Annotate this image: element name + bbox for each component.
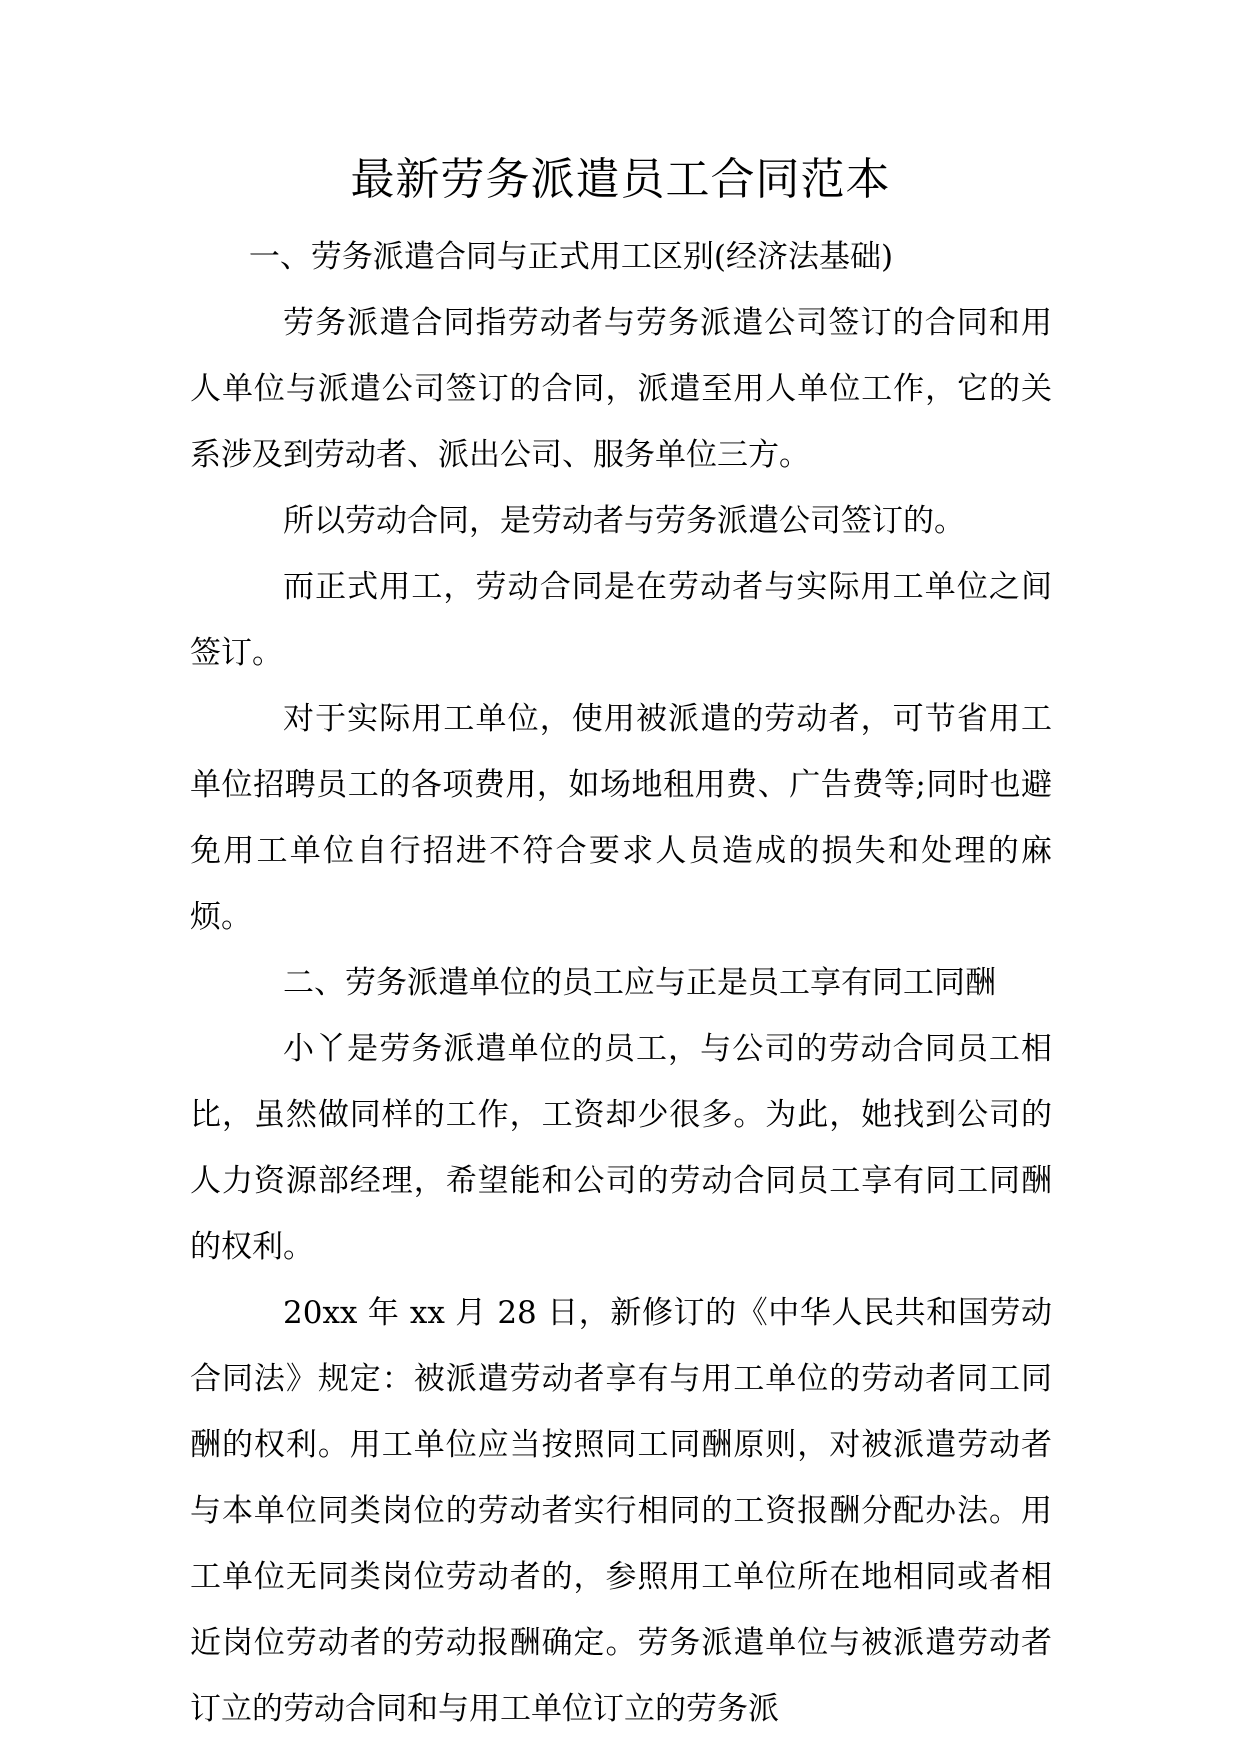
document-title: 最新劳务派遣员工合同范本 — [350, 154, 891, 205]
paragraph-6: 20xx 年 xx 月 28 日，新修订的《中华人民共和国劳动合同法》规定：被派遣劳动者享有与用工单位的劳动者同工同酬的权利。用工单位应当按照同工同酬原则，对被派遣劳动者与本单位同类岗位的劳动者实行相同的工资报酬分配办法。用工单位无同类岗位劳动者的，参照用工单位所在地相同或者相近岗位劳动者的劳动报酬确定。劳务派遣单位与被派遣劳动者订立的劳动合同和与用工单位订立的劳务派 — [190, 1295, 1052, 1727]
section-heading-2: 二、劳务派遣单位的员工应与正是员工享有同工同酬 — [283, 965, 996, 1001]
paragraph-4: 对于实际用工单位，使用被派遣的劳动者，可节省用工单位招聘员工的各项费用，如场地租用费、广告费等;同时也避免用工单位自行招进不符合要求人员造成的损失和处理的麻烦。 — [190, 701, 1052, 935]
paragraph-1: 劳务派遣合同指劳动者与劳务派遣公司签订的合同和用人单位与派遣公司签订的合同，派遣至用人单位工作，它的关系涉及到劳动者、派出公司、服务单位三方。 — [190, 305, 1052, 473]
paragraph-3: 而正式用工，劳动合同是在劳动者与实际用工单位之间签订。 — [190, 569, 1052, 671]
paragraph-5: 小丫是劳务派遣单位的员工，与公司的劳动合同员工相比，虽然做同样的工作，工资却少很多。为此，她找到公司的人力资源部经理，希望能和公司的劳动合同员工享有同工同酬的权利。 — [190, 1031, 1052, 1265]
section-heading-1: 一、劳务派遣合同与正式用工区别(经济法基础) — [248, 239, 894, 275]
paragraph-2: 所以劳动合同，是劳动者与劳务派遣公司签订的。 — [283, 503, 965, 539]
document-body — [190, 224, 1052, 1742]
